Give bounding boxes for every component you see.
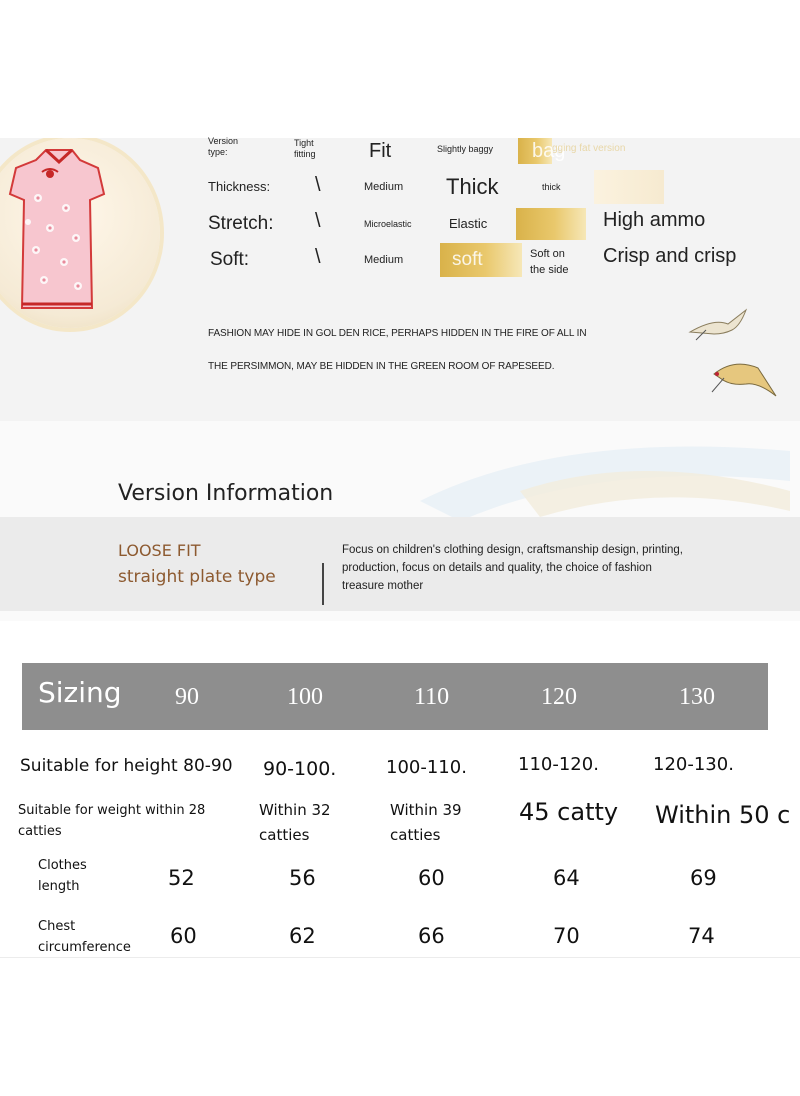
soft-side-line1: Soft on xyxy=(530,248,565,260)
size-header-130: 130 xyxy=(679,684,715,710)
crane-illustration xyxy=(684,300,784,410)
height-cell-120: 110-120. xyxy=(518,754,599,775)
length-cell-120: 64 xyxy=(553,866,580,890)
stretch-gold-swatch xyxy=(516,208,586,240)
length-cell-110: 60 xyxy=(418,866,445,890)
weight-100-line2: catties xyxy=(259,826,310,844)
weight-label-line1: Suitable for weight within 28 xyxy=(18,803,206,818)
stretch-label: Stretch: xyxy=(208,213,274,234)
sizing-title: Sizing xyxy=(38,676,122,709)
size-header-90: 90 xyxy=(175,684,199,710)
stretch-elastic: Elastic xyxy=(449,216,488,231)
size-header-120: 120 xyxy=(541,684,577,710)
crane-top xyxy=(690,310,746,340)
thickness-thick: Thick xyxy=(446,174,499,199)
soft-gold-swatch xyxy=(440,243,522,277)
stretch-none: \ xyxy=(315,210,321,232)
crane-bottom xyxy=(712,364,776,396)
length-label-line1: Clothes xyxy=(38,858,87,873)
version-type-label-line2: type: xyxy=(208,147,228,157)
soft-label: Soft: xyxy=(210,249,250,270)
option-tight-fitting xyxy=(294,138,316,160)
size-header-100: 100 xyxy=(287,684,323,710)
thickness-pale-swatch xyxy=(594,170,664,204)
version-divider xyxy=(322,563,324,605)
thickness-medium: Medium xyxy=(364,181,404,193)
chest-label-line1: Chest xyxy=(38,919,76,934)
size-header-110: 110 xyxy=(414,684,450,710)
weight-row-label xyxy=(18,800,205,842)
length-cell-100: 56 xyxy=(289,866,316,890)
weight-110-line1: Within 39 xyxy=(390,801,462,819)
option-baggy-highlight xyxy=(518,138,566,164)
length-cell-130: 69 xyxy=(690,866,717,890)
chest-cell-90: 60 xyxy=(170,924,197,948)
tight-line1: Tight xyxy=(294,138,314,148)
sizing-header-bar xyxy=(22,663,768,730)
option-fit: Fit xyxy=(369,140,392,162)
height-cell-110: 100-110. xyxy=(386,757,467,778)
weight-cell-100 xyxy=(259,798,331,848)
soft-swatch-text: soft xyxy=(452,249,483,270)
option-oversize-faded: gging fat version xyxy=(552,143,626,154)
thickness-thick-small: thick xyxy=(542,182,561,192)
version-description-line1: Focus on children's clothing design, craftsmanship design, printing, xyxy=(342,544,683,556)
chest-row-label xyxy=(38,916,131,958)
weight-cell-130: Within 50 c xyxy=(655,801,791,829)
version-type-label-line1: Version xyxy=(208,136,239,146)
thickness-label: Thickness: xyxy=(208,179,271,194)
product-image-frame xyxy=(0,138,160,328)
tight-line2: fitting xyxy=(294,149,316,159)
length-row-label xyxy=(38,855,87,897)
weight-100-line1: Within 32 xyxy=(259,801,331,819)
weight-label-line2: catties xyxy=(18,824,62,839)
stretch-microelastic: Microelastic xyxy=(364,219,412,229)
straight-plate-type-label: straight plate type xyxy=(118,567,276,587)
chest-cell-120: 70 xyxy=(553,924,580,948)
slogan-line1: FASHION MAY HIDE IN GOL DEN RICE, PERHAPS HIDDEN IN THE FIRE OF ALL IN xyxy=(208,328,587,339)
soft-none: \ xyxy=(315,246,321,268)
length-label-line2: length xyxy=(38,879,80,894)
chest-label-line2: circumference xyxy=(38,940,131,955)
height-cell-90: 80-90 xyxy=(183,756,233,776)
height-row-label xyxy=(20,756,233,776)
soft-side-line2: the side xyxy=(530,264,569,276)
soft-on-side xyxy=(530,246,569,278)
weight-110-line2: catties xyxy=(390,826,441,844)
stretch-high-ammo: High ammo xyxy=(603,209,706,231)
chest-cell-110: 66 xyxy=(418,924,445,948)
version-type-label xyxy=(208,136,238,158)
bottom-divider xyxy=(0,957,800,958)
version-information-title: Version Information xyxy=(118,481,334,506)
version-description-line3: treasure mother xyxy=(342,580,424,592)
weight-cell-110 xyxy=(390,798,462,848)
version-description-line2: production, focus on details and quality, the choice of fashion xyxy=(342,562,652,574)
height-cell-130: 120-130. xyxy=(653,754,734,775)
height-label-text: Suitable for height xyxy=(20,756,178,776)
chest-cell-100: 62 xyxy=(289,924,316,948)
loose-fit-label: LOOSE FIT xyxy=(118,541,201,560)
option-slightly-baggy: Slightly baggy xyxy=(437,144,494,154)
qipao-dress-image xyxy=(0,138,160,328)
thickness-none: \ xyxy=(315,174,321,196)
chest-cell-130: 74 xyxy=(688,924,715,948)
height-cell-100: 90-100. xyxy=(263,758,337,780)
slogan-line2: THE PERSIMMON, MAY BE HIDDEN IN THE GREEN ROOM OF RAPESEED. xyxy=(208,361,555,372)
soft-crisp: Crisp and crisp xyxy=(603,245,737,267)
weight-cell-120: 45 catty xyxy=(519,798,619,826)
soft-medium: Medium xyxy=(364,254,404,266)
length-cell-90: 52 xyxy=(168,866,195,890)
option-baggy-text: bag xyxy=(532,140,566,162)
